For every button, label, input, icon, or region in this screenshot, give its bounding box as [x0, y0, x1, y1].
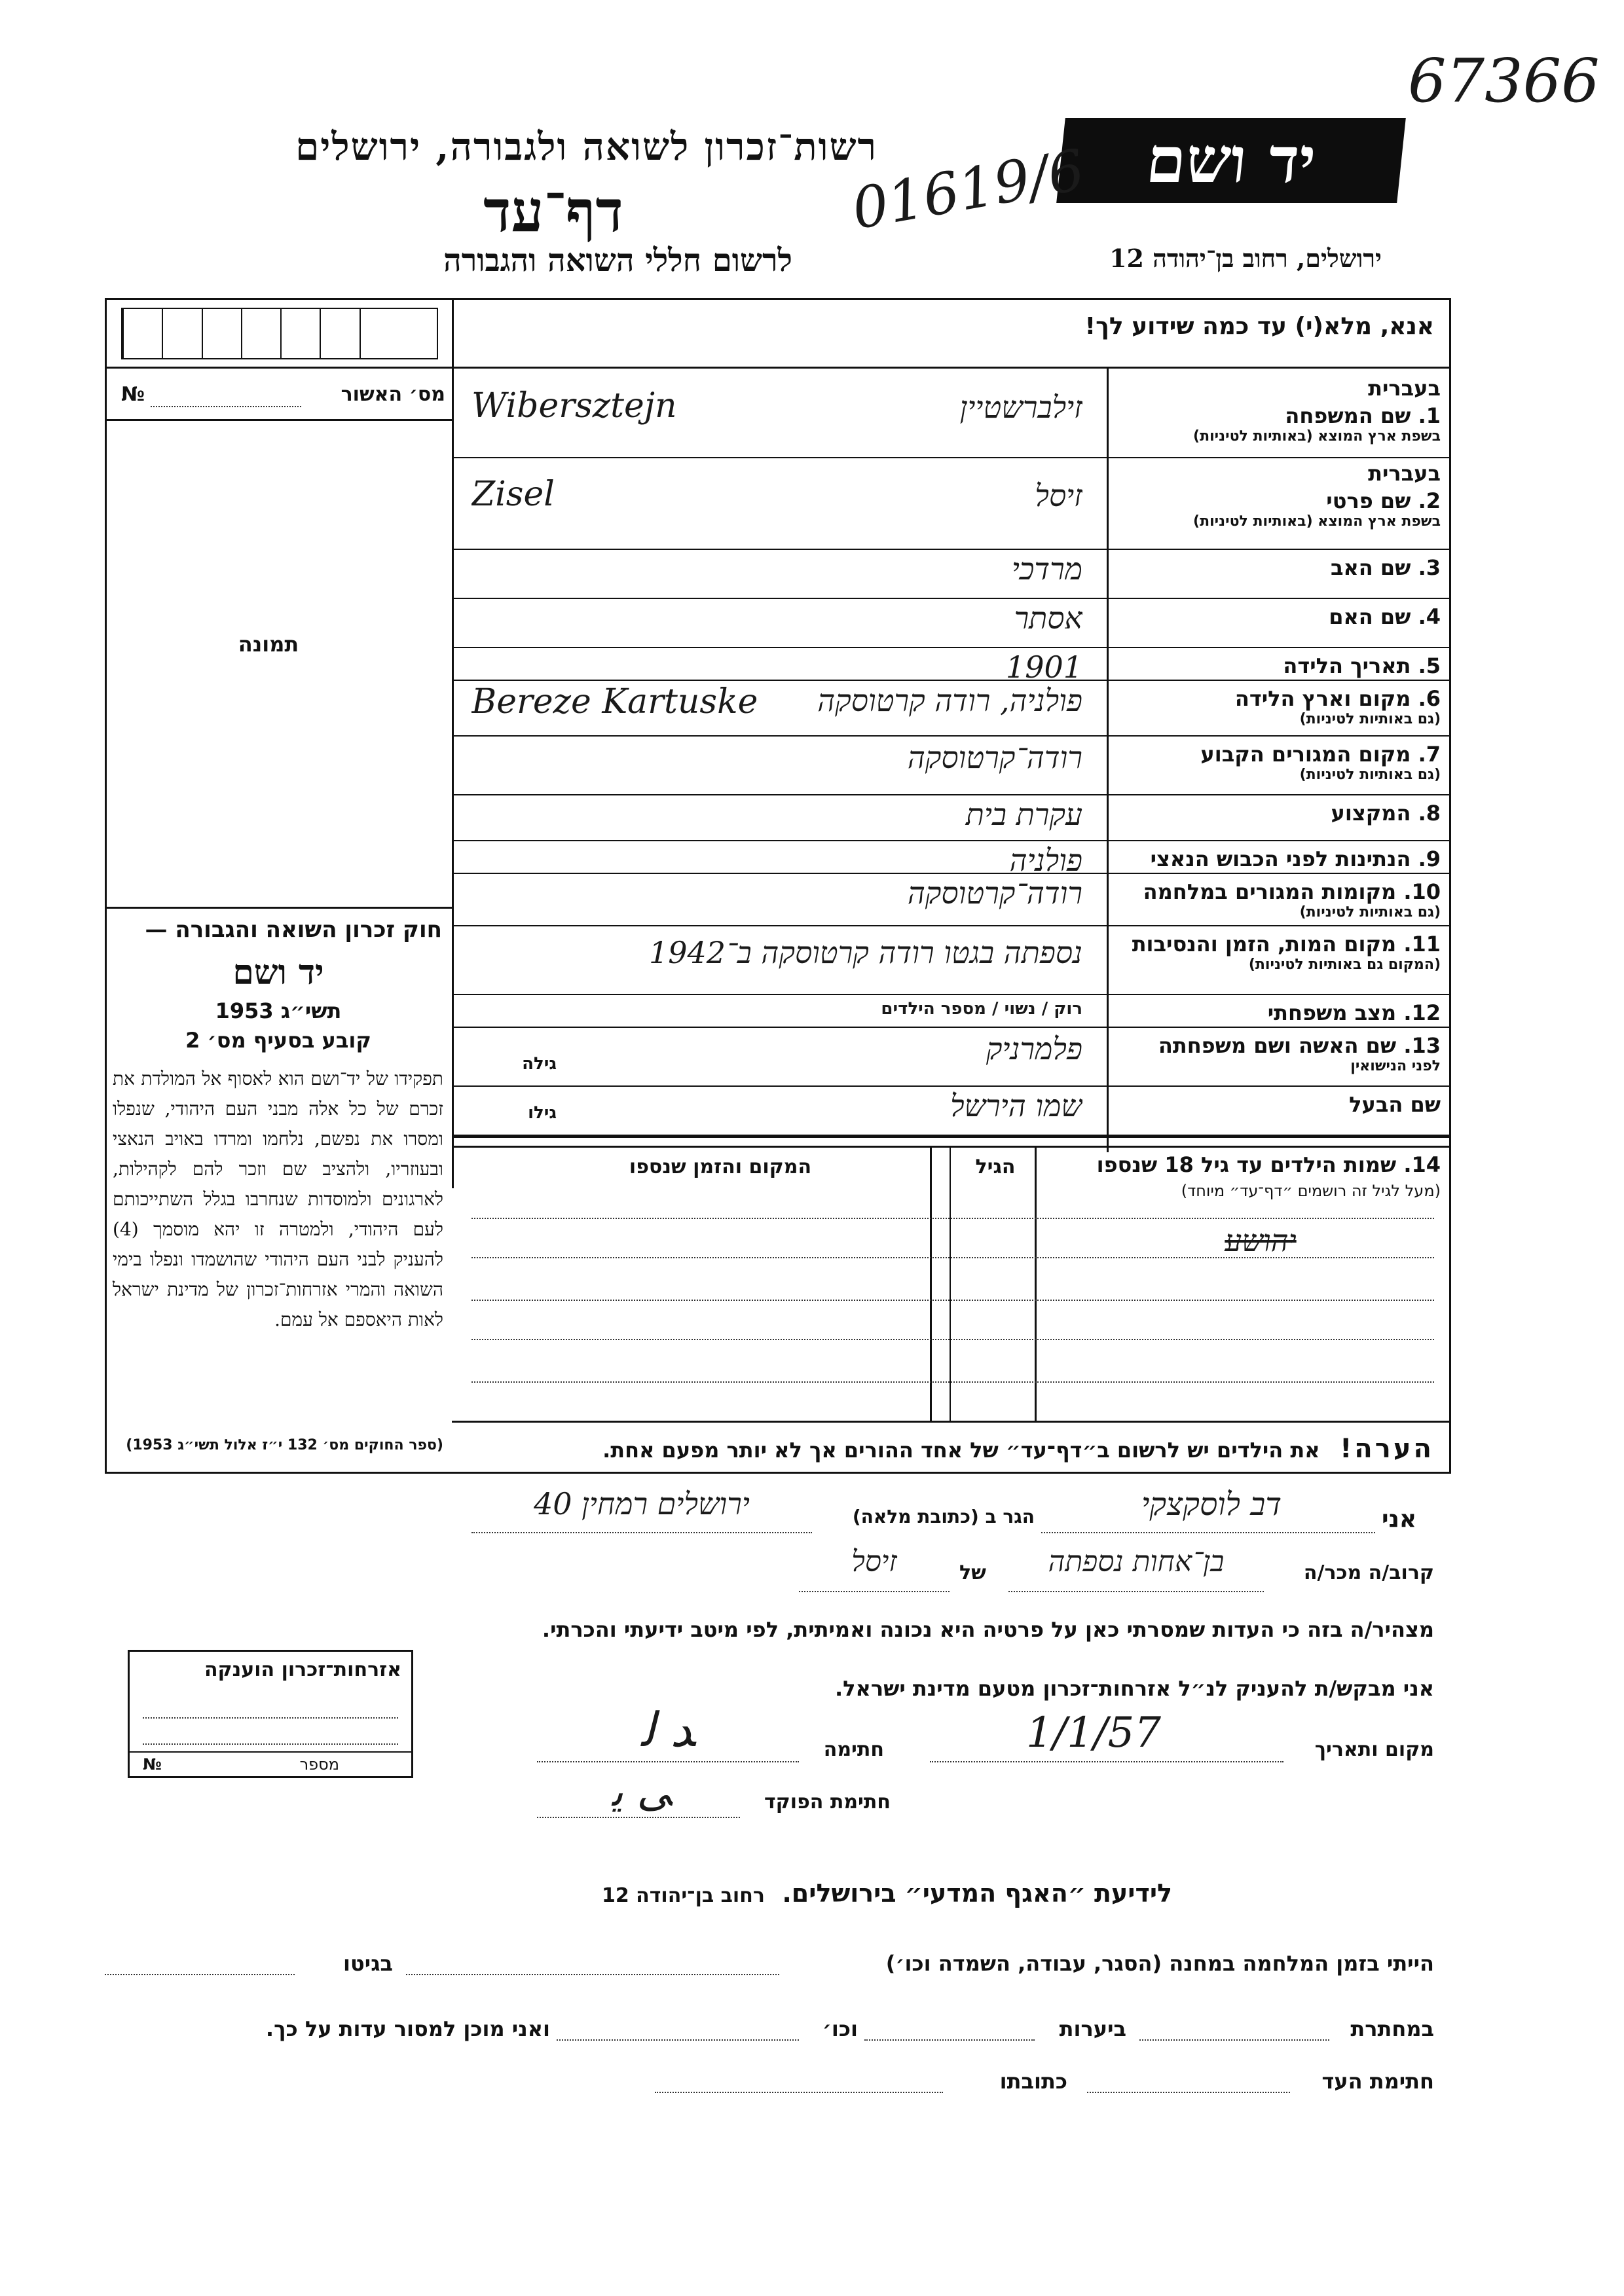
field-value-hebrew: רוק / נשוי / מספר הילדים — [881, 999, 1082, 1019]
bottom-ready: ואני מוכן למסור עדות על כך. — [265, 2016, 550, 2041]
declarant-ani: אני — [1382, 1506, 1417, 1533]
field-label-sub: בשפת ארץ המוצא (באותיות לטיניות) — [1193, 428, 1441, 445]
field-label — [1113, 841, 1441, 874]
children-col-place: המקום והזמן שנספו — [629, 1156, 812, 1178]
field-value-hebrew: נספתה בגטו רודה קרטוסקה ב־1942 — [648, 934, 1082, 970]
citizenship-title: אזרחות־זכרון הוענקה — [204, 1658, 401, 1681]
field-label-text: 10. מקומות המגורים במלחמה — [1143, 879, 1441, 904]
field-label — [1113, 648, 1441, 681]
field-row — [452, 373, 1449, 458]
field-row — [452, 648, 1449, 685]
field-label — [1113, 926, 1441, 995]
field-row — [452, 458, 1449, 550]
field-label-text: 1. שם המשפחה — [1285, 403, 1441, 428]
intro-text: אנא, מלא(י) עד כמה שידוע לך! — [1084, 313, 1434, 340]
field-label-sub: (גם באותיות לטיניות) — [1299, 904, 1441, 920]
residing-label: הגר ב (כתובת מלאה) — [852, 1506, 1035, 1527]
law-clause: קובע בסעיף מס׳ 2 — [185, 1028, 371, 1053]
children-row — [471, 1300, 1434, 1301]
field-value-hebrew: 1901 — [1005, 649, 1082, 685]
field-label-text: 7. מקום המגורים הקבוע — [1200, 742, 1441, 767]
law-name: יד ושם — [232, 953, 324, 993]
field-label — [1113, 373, 1441, 458]
field-value-hebrew: זילברשטיין — [959, 390, 1082, 425]
field-label-sub: (גם באותיות לטיניות) — [1299, 767, 1441, 783]
archive-number: 67366 — [1408, 46, 1600, 116]
field-value-hebrew: פלמרניק — [986, 1031, 1082, 1066]
law-title: חוק זכרון השואה והגבורה — — [145, 917, 442, 943]
field-row — [452, 681, 1449, 737]
children-col-age: הגיל — [975, 1156, 1016, 1178]
dept-notice — [498, 1879, 1172, 1908]
field-row — [452, 1028, 1449, 1087]
form-subtitle: לרשום חללי השואה והגבורה — [443, 242, 792, 279]
field-value-hebrew: זיסל — [1035, 478, 1082, 513]
relation-label: קרוב/ה מכר/ה — [1303, 1561, 1434, 1584]
field-value-hebrew: אסתר — [1014, 600, 1082, 636]
field-label — [1113, 795, 1441, 841]
field-label — [1113, 995, 1441, 1028]
children-num: 14. — [1403, 1152, 1441, 1177]
declarant-name: דב לוסקצקי — [1141, 1486, 1282, 1523]
request-text: אני מבקש/ת להעניק לנ״ל אזרחות־זכרון מטעם מדינת ישראל. — [835, 1676, 1434, 1701]
children-row — [471, 1218, 1434, 1219]
relation-of: של — [959, 1561, 986, 1584]
field-value-latin: Zisel — [471, 475, 555, 514]
declarant-signature: ﺪ ﻟ — [640, 1702, 695, 1757]
field-row — [452, 1087, 1449, 1136]
officer-signature: ﻰ ﯾ — [612, 1768, 672, 1816]
field-row — [452, 841, 1449, 878]
field-label-text: 12. מצב משפחתי — [1267, 1000, 1441, 1025]
address-line: ירושלים, רחוב בן־יהודה 12 — [1109, 244, 1382, 273]
field-label-text: 13. שם האשה ושם משפחתה — [1158, 1033, 1441, 1058]
law-ref: (ספר החוקים מס׳ 132 י״ז אלול תשי״ג 1953) — [126, 1437, 443, 1453]
field-label — [1113, 550, 1441, 599]
field-label — [1113, 1087, 1441, 1136]
field-row — [452, 874, 1449, 926]
field-age-label: גילה — [522, 1054, 557, 1074]
field-value-latin: Bereze Kartuske — [471, 682, 758, 721]
field-row — [452, 995, 1449, 1028]
form-title: דף־עד — [483, 177, 623, 245]
field-heb-tag: בעברית — [1368, 376, 1441, 401]
field-label-sub: (גם באותיות לטיניות) — [1299, 711, 1441, 727]
children-title — [1035, 1152, 1441, 1177]
field-row — [452, 599, 1449, 648]
bottom-line1: הייתי בזמן המלחמה במחנה (הסגר, עבודה, השמדה וכו׳) — [885, 1951, 1434, 1976]
note-label: הערה! — [1340, 1434, 1434, 1464]
bottom-forests: ביערות — [1059, 2016, 1126, 2041]
law-text: תפקידו של יד־ושם הוא לאסוף אל המולדת את זכרם של כל אלה מבני העם היהודי, שנפלו ומסרו את נפשם, נלחמו ומרדו באויב הנאצי ובעוזריו, ולהציב שם וזכר להם לקהילות, לארגונים ולמוסדות שנחרבו בגלל השתייכותם לעם היהודי, ולמטרה זו יהא מוסמך (4) להעניק לבני העם היהודי שהושמדו ונפלו בימי השואה והמרי אזרחות־זכרון של מדינת ישראל לאות היאספם אל עמם. — [113, 1068, 443, 1330]
note-text: את הילדים יש לרשום ב״דף־עד״ של אחד ההורים אך לא יותר מפעם אחת. — [602, 1438, 1320, 1463]
citizenship-number-label: מספר — [299, 1755, 339, 1774]
field-value-latin: Wibersztejn — [471, 386, 677, 426]
children-sub: (מעל לגיל זה רושמים ״דף־עד״ מיוחד) — [1181, 1182, 1441, 1200]
field-heb-tag: בעברית — [1368, 461, 1441, 486]
field-label-text: 4. שם האם — [1329, 604, 1441, 629]
field-label-text: 3. שם האב — [1330, 555, 1441, 580]
field-label-text: 2. שם פרטי — [1326, 488, 1441, 513]
law-year: תשי״ג 1953 — [215, 998, 342, 1023]
field-row — [452, 737, 1449, 795]
bottom-underground: במחתרת — [1350, 2016, 1434, 2041]
field-row — [452, 550, 1449, 599]
children-row — [471, 1339, 1434, 1340]
field-label — [1113, 737, 1441, 795]
declarant-date: 1/1/57 — [1026, 1709, 1161, 1757]
dept-address: רחוב בן־יהודה 12 — [601, 1884, 765, 1907]
field-label-sub: בשפת ארץ המוצא (באותיות לטיניות) — [1193, 513, 1441, 530]
field-label — [1113, 681, 1441, 737]
field-label-text: 9. הנתינות לפני הכבוש הנאצי — [1150, 847, 1441, 871]
approval-label: מס׳ האשור — [341, 383, 445, 406]
field-label-text: 5. תאריך הלידה — [1283, 653, 1441, 678]
logo-text: יד ושם — [1143, 123, 1320, 197]
citizenship-no: № — [143, 1755, 162, 1774]
approval-no: № — [121, 383, 145, 406]
field-value-hebrew: מרדכי — [1011, 551, 1082, 587]
field-label-text: 6. מקום וארץ הלידה — [1234, 686, 1441, 711]
officer-label: חתימת הפוקד — [764, 1791, 891, 1813]
declaration-text: מצהיר/ה בזה כי העדות שמסרתי כאן על פרטיה היא נכונה ואמיתית, לפי מיטב ידיעתי והכרתי. — [542, 1617, 1434, 1642]
note-row — [465, 1434, 1434, 1464]
children-struck-name: יהושע — [1225, 1223, 1297, 1258]
bottom-address: כתובתו — [999, 2069, 1067, 2094]
field-label — [1113, 1028, 1441, 1087]
field-label-text: שם הבעל — [1349, 1092, 1441, 1117]
logo — [1056, 118, 1406, 203]
bottom-ghetto: בגיטו — [343, 1951, 393, 1976]
field-label-text: 11. מקום המות, הזמן והנסיבות — [1132, 932, 1441, 957]
place-date-label: מקום ותאריך — [1314, 1738, 1434, 1761]
field-label-sub: לפני הנישואין — [1350, 1058, 1441, 1074]
field-row — [452, 926, 1449, 995]
children-row — [471, 1381, 1434, 1383]
field-row — [452, 795, 1449, 841]
children-title-text: שמות הילדים עד גיל 18 שנספו — [1096, 1152, 1397, 1177]
field-value-hebrew: פולניה, רודה קרטוסקה — [817, 682, 1082, 718]
field-value-hebrew: פולניה — [1009, 843, 1082, 878]
field-label — [1113, 874, 1441, 926]
bottom-etc: וכו׳ — [822, 2016, 858, 2041]
relation-of-name: זיסל — [851, 1545, 897, 1578]
dept-title: לידיעת ״האגף המדעי״ בירושלים. — [782, 1879, 1172, 1908]
field-value-hebrew: רודה־קרטוסקה — [907, 740, 1082, 775]
citizenship-box — [128, 1650, 413, 1778]
signature-label: חתימה — [823, 1738, 884, 1761]
field-age-label: גילו — [528, 1103, 557, 1123]
field-value-hebrew: רודה־קרטוסקה — [907, 875, 1082, 911]
field-label-sub: (המקום גם באותיות לטיניות) — [1248, 957, 1441, 973]
field-value-hebrew: שמו הירשל — [950, 1088, 1082, 1123]
authority-line: רשות־זכרון לשואה ולגבורה, ירושלים — [295, 124, 877, 169]
photo-label: תמונה — [238, 632, 299, 657]
field-value-hebrew: עקרת בית — [965, 797, 1082, 832]
field-label — [1113, 458, 1441, 550]
handwritten-number: 01619/6 — [847, 137, 1090, 243]
relation-value: בן־אחות נספתה — [1048, 1545, 1225, 1578]
field-label-text: 8. המקצוע — [1331, 801, 1441, 826]
declarant-address: ירושלים רמחין 40 — [534, 1486, 750, 1522]
approval-boxes — [121, 308, 438, 359]
bottom-witness-sig: חתימת העד — [1321, 2069, 1434, 2094]
field-label — [1113, 599, 1441, 648]
